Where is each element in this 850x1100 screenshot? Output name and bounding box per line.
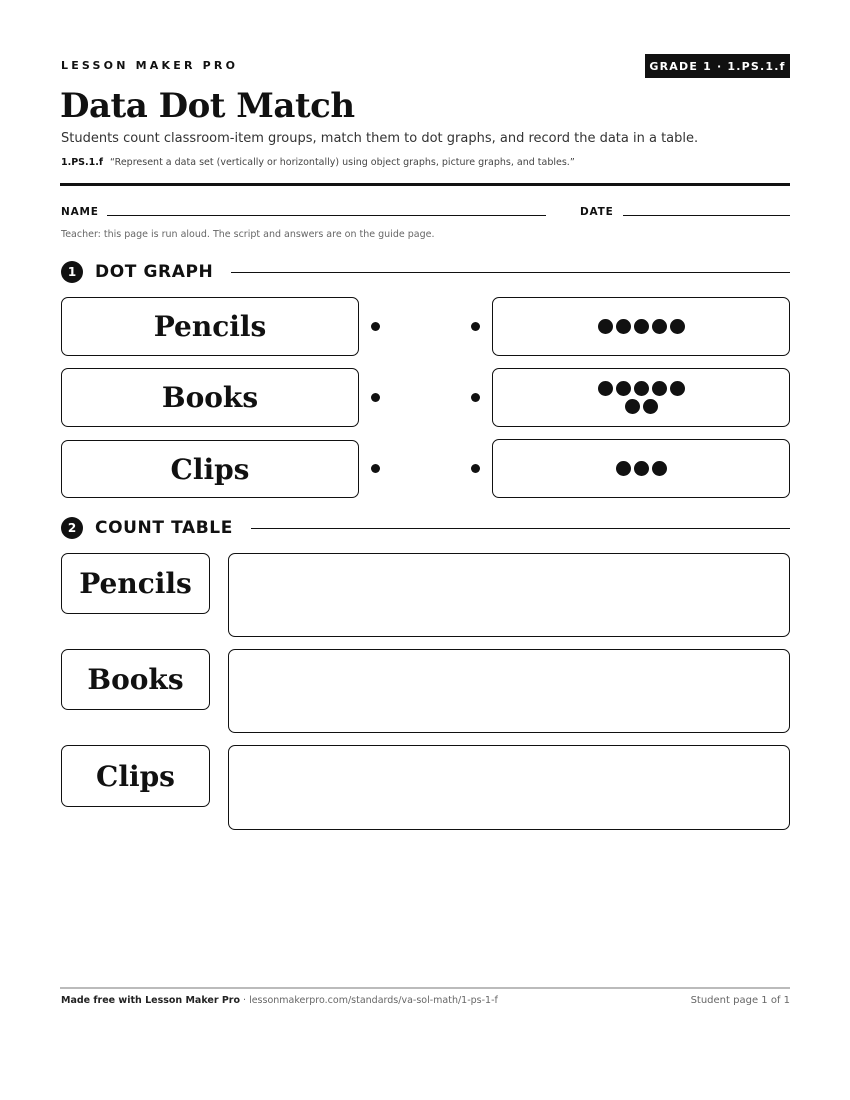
- graph-dot: [652, 381, 667, 396]
- graph-dot: [625, 399, 640, 414]
- dot-graph-2: [492, 368, 790, 427]
- dot-graph-item-books: Books: [61, 368, 359, 427]
- page-title: Data Dot Match: [60, 86, 355, 126]
- section-2-rule: [251, 528, 790, 529]
- page-subtitle: Students count classroom-item groups, match them to dot graphs, and record the data in a table.: [61, 131, 699, 146]
- graph-dot: [598, 381, 613, 396]
- graph-dot: [634, 319, 649, 334]
- section-1-title: DOT GRAPH: [95, 262, 214, 282]
- dot-graph-item-pencils: Pencils: [61, 297, 359, 356]
- footer-page-number: Student page 1 of 1: [690, 995, 790, 1006]
- section-1-heading: [61, 261, 213, 283]
- graph-dot: [643, 399, 658, 414]
- name-field[interactable]: [107, 215, 546, 216]
- count-table-label-books: Books: [61, 649, 210, 710]
- dot-graph-1: [492, 297, 790, 356]
- date-label: DATE: [580, 206, 614, 218]
- footer-credit: [61, 995, 498, 1006]
- match-dot-left-2[interactable]: [371, 393, 380, 402]
- count-table-label-pencils: Pencils: [61, 553, 210, 614]
- header-divider: [60, 183, 790, 186]
- dot-graph-3: [492, 439, 790, 498]
- count-table-label-clips: Clips: [61, 745, 210, 807]
- dot-row: [598, 319, 685, 334]
- graph-dot: [598, 319, 613, 334]
- dot-row: [616, 461, 667, 476]
- footer-made-with: Made free with Lesson Maker Pro: [61, 995, 241, 1006]
- graph-dot: [652, 461, 667, 476]
- section-2-heading: [61, 517, 233, 539]
- standard-code: 1.PS.1.f: [61, 157, 103, 168]
- graph-dot: [616, 381, 631, 396]
- count-table-answer-clips[interactable]: [228, 745, 790, 830]
- name-label: NAME: [61, 206, 99, 218]
- match-dot-right-1[interactable]: [471, 322, 480, 331]
- match-dot-right-3[interactable]: [471, 464, 480, 473]
- standard-text: “Represent a data set (vertically or horizontally) using object graphs, picture graphs, and tables.”: [110, 157, 575, 168]
- brand-name: LESSON MAKER PRO: [61, 59, 239, 72]
- section-1-number: 1: [61, 261, 83, 283]
- graph-dot: [634, 381, 649, 396]
- graph-dot: [616, 461, 631, 476]
- count-table-answer-books[interactable]: [228, 649, 790, 733]
- dot-graph-item-clips: Clips: [61, 440, 359, 498]
- grade-badge: GRADE 1 · 1.PS.1.f: [645, 54, 790, 78]
- graph-dot: [634, 461, 649, 476]
- graph-dot: [670, 381, 685, 396]
- graph-dot: [652, 319, 667, 334]
- section-1-rule: [231, 272, 790, 273]
- date-field[interactable]: [623, 215, 790, 216]
- footer-url: · lessonmakerpro.com/standards/va-sol-math/1-ps-1-f: [240, 995, 498, 1006]
- section-2-title: COUNT TABLE: [95, 518, 233, 538]
- match-dot-left-1[interactable]: [371, 322, 380, 331]
- standard-line: [61, 157, 575, 168]
- match-dot-left-3[interactable]: [371, 464, 380, 473]
- dot-row: [598, 381, 685, 396]
- graph-dot: [670, 319, 685, 334]
- section-2-number: 2: [61, 517, 83, 539]
- teacher-note: Teacher: this page is run aloud. The script and answers are on the guide page.: [61, 229, 435, 240]
- footer-divider: [60, 987, 790, 989]
- match-dot-right-2[interactable]: [471, 393, 480, 402]
- graph-dot: [616, 319, 631, 334]
- dot-row: [625, 399, 658, 414]
- count-table-answer-pencils[interactable]: [228, 553, 790, 637]
